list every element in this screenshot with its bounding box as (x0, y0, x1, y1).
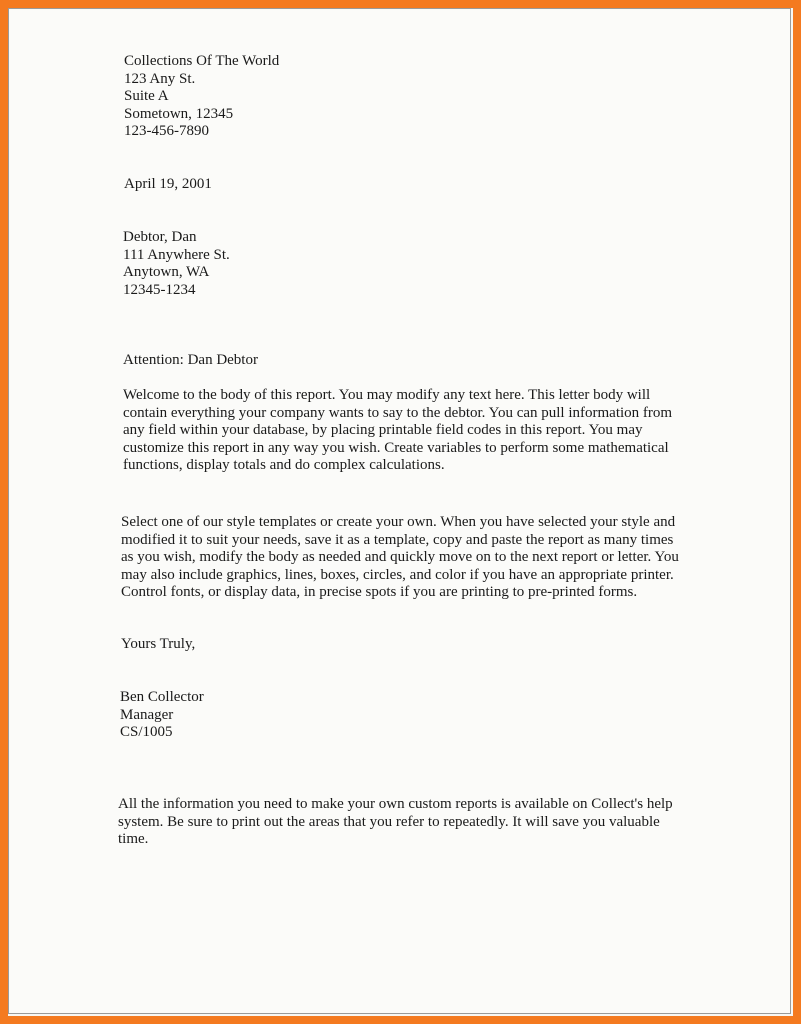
body-line: any field within your database, by placing printable field codes in this report. You may (123, 422, 643, 438)
body-line: as you wish, modify the body as needed and quickly move on to the next report or letter. You (121, 549, 679, 565)
recipient-name: Debtor, Dan (123, 229, 197, 245)
body-paragraph-1 (123, 387, 672, 475)
sender-street: 123 Any St. (124, 71, 196, 87)
sender-city: Sometown, 12345 (124, 106, 234, 122)
body-line: Control fonts, or display data, in precise spots if you are printing to pre-printed forms. (121, 584, 638, 600)
body-line: contain everything your company wants to say to the debtor. You can pull information from (123, 404, 673, 421)
recipient-city: Anytown, WA (123, 264, 210, 280)
letter-date: April 19, 2001 (124, 176, 212, 192)
footer-line: time. (118, 831, 149, 847)
body-line: may also include graphics, lines, boxes, circles, and color if you have an appropriate printer. (121, 566, 674, 583)
signature-name: Ben Collector (120, 689, 204, 705)
sender-name: Collections Of The World (124, 53, 280, 69)
body-line: Select one of our style templates or create your own. When you have selected your style and (121, 514, 676, 530)
body-line: functions, display totals and do complex calculations. (123, 457, 445, 473)
body-paragraph-2 (121, 514, 679, 602)
closing: Yours Truly, (121, 636, 196, 652)
body-line: Welcome to the body of this report. You may modify any text here. This letter body will (123, 387, 651, 403)
signature-title: Manager (120, 707, 174, 723)
sender-phone: 123-456-7890 (124, 123, 209, 139)
footer-line: system. Be sure to print out the areas that you refer to repeatedly. It will save you valuable (118, 813, 660, 830)
footer-note (118, 796, 673, 849)
body-line: modified it to suit your needs, save it as a template, copy and paste the report as many times (121, 531, 674, 548)
sender-suite: Suite A (124, 88, 169, 104)
attention-line: Attention: Dan Debtor (123, 352, 258, 368)
recipient-zip: 12345-1234 (123, 282, 196, 298)
signature-code: CS/1005 (120, 724, 173, 740)
footer-line: All the information you need to make your own custom reports is available on Collect's help (118, 796, 673, 812)
recipient-street: 111 Anywhere St. (123, 247, 230, 263)
body-line: customize this report in any way you wish. Create variables to perform some mathematical (123, 439, 669, 456)
